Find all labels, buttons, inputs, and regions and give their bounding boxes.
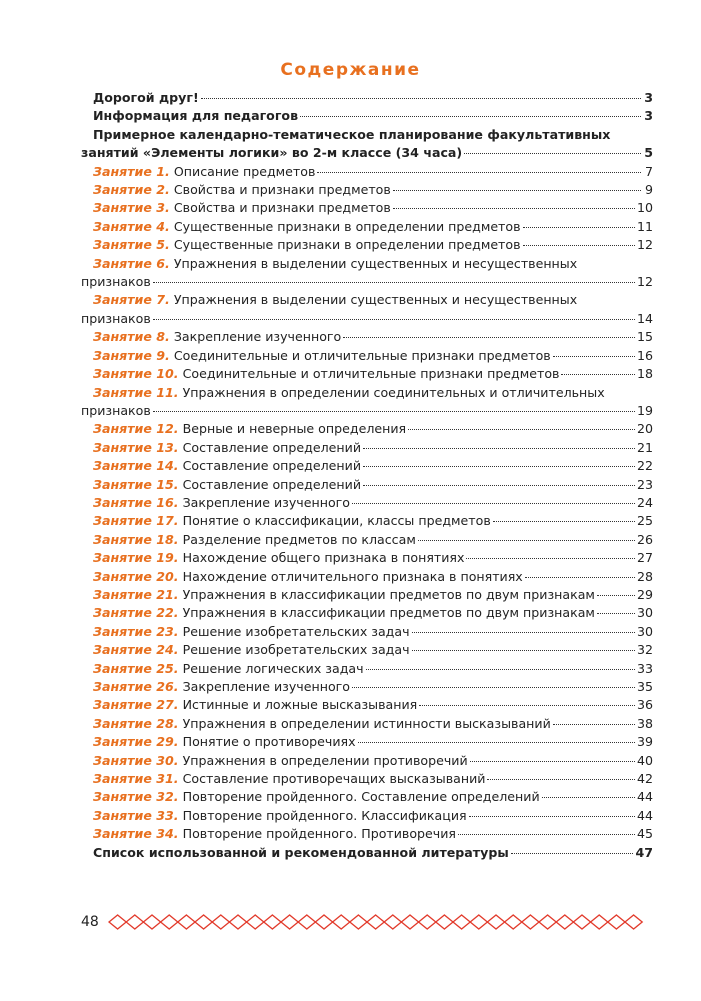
dot-leader: [561, 374, 634, 375]
ornament-diamond: [126, 915, 143, 929]
ornament-diamond: [608, 915, 625, 929]
toc-page-number: 35: [636, 679, 653, 694]
ornament-diamond: [109, 915, 126, 929]
toc-entry-title: признаков: [81, 274, 151, 290]
toc-entry: [81, 678, 653, 696]
ornament-diamond: [229, 915, 246, 929]
lesson-number: Занятие 34.: [93, 826, 179, 842]
dot-leader: [523, 227, 635, 228]
ornament-diamond: [401, 915, 418, 929]
toc-page-number: 18: [636, 366, 653, 382]
dot-leader: [408, 429, 635, 430]
lesson-number: Занятие 24.: [93, 642, 179, 658]
toc-entry: [81, 273, 653, 291]
ornament-diamond: [178, 915, 195, 929]
toc-page-number: 10: [636, 200, 653, 216]
ornament-diamond: [487, 915, 504, 929]
dot-leader: [352, 687, 635, 688]
toc-entry-title: признаков: [81, 310, 151, 326]
dot-leader: [597, 595, 635, 596]
toc-entry-title: Нахождение общего признака в понятиях: [182, 550, 465, 566]
toc-page-number: 7: [644, 163, 653, 179]
lesson-number: Занятие 6.: [93, 255, 170, 271]
toc-page-number: 26: [636, 531, 653, 547]
lesson-number: Занятие 21.: [93, 586, 179, 602]
ornament-diamond: [539, 915, 556, 929]
lesson-number: Занятие 26.: [93, 679, 179, 694]
toc-page-number: 30: [636, 605, 653, 621]
dot-leader: [412, 650, 635, 651]
toc-entry: [81, 163, 653, 181]
toc-page-number: 16: [636, 347, 653, 363]
toc-entry-title: Повторение пройденного. Противоречия: [182, 826, 456, 842]
toc-entry-title: Существенные признаки в определении предметов: [173, 237, 521, 253]
toc-entry-title: занятий «Элементы логики» во 2-м классе (34 часа): [81, 145, 463, 161]
ornament-diamond: [160, 915, 177, 929]
toc-entry-title: Упражнения в классификации предметов по двум признакам: [182, 605, 595, 621]
dot-leader: [493, 521, 635, 522]
toc-page-number: 45: [636, 826, 653, 842]
dot-leader: [458, 834, 635, 835]
table-of-contents: [81, 89, 653, 862]
toc-entry-title: Дорогой друг!: [93, 90, 199, 105]
ornament-diamond: [332, 915, 349, 929]
lesson-number: Занятие 7.: [93, 292, 170, 308]
dot-leader: [201, 98, 641, 99]
lesson-number: Занятие 4.: [93, 218, 170, 234]
lesson-number: Занятие 20.: [93, 568, 179, 584]
toc-entry: [81, 476, 653, 494]
toc-entry-title: Повторение пройденного. Классификация: [182, 807, 467, 823]
toc-entry-title: Решение изобретательских задач: [182, 642, 410, 658]
dot-leader: [153, 319, 635, 320]
toc-entry-title: Список использованной и рекомендованной литературы: [93, 844, 509, 860]
toc-entry-title: признаков: [81, 402, 151, 418]
toc-entry: [81, 586, 653, 604]
toc-page-number: 11: [636, 218, 653, 234]
ornament-diamond: [246, 915, 263, 929]
ornament-diamond: [522, 915, 539, 929]
lesson-number: Занятие 14.: [93, 458, 179, 474]
ornament-diamond: [625, 915, 642, 929]
ornament-diamond: [418, 915, 435, 929]
dot-leader: [393, 190, 641, 191]
lesson-number: Занятие 5.: [93, 237, 170, 253]
toc-entry-title: Истинные и ложные высказывания: [182, 697, 418, 713]
toc-entry-title: Закрепление изученного: [173, 329, 342, 345]
toc-page-number: 19: [636, 402, 653, 418]
toc-entry-title: Описание предметов: [173, 163, 316, 179]
ornament-diamond: [504, 915, 521, 929]
toc-entry: [81, 347, 653, 365]
dot-leader: [363, 485, 635, 486]
toc-entry: [81, 660, 653, 678]
dot-leader: [363, 448, 635, 449]
toc-entry-line: [81, 126, 653, 144]
lesson-number: Занятие 3.: [93, 200, 170, 216]
dot-leader: [470, 761, 635, 762]
toc-entry: [81, 825, 653, 843]
dot-leader: [412, 632, 635, 633]
dot-leader: [393, 208, 635, 209]
toc-page-number: 3: [644, 108, 653, 124]
toc-entry: [81, 310, 653, 328]
dot-leader: [300, 116, 641, 117]
dot-leader: [525, 577, 635, 578]
toc-page-number: 42: [636, 771, 653, 787]
page-title: Содержание: [280, 60, 421, 80]
ornament-diamond: [384, 915, 401, 929]
toc-entry-title: Закрепление изученного: [182, 679, 350, 694]
toc-page-number: 14: [636, 310, 653, 326]
toc-entry-title: Решение логических задач: [182, 660, 364, 676]
lesson-number: Занятие 29.: [93, 734, 179, 750]
toc-page-number: 44: [636, 789, 653, 805]
toc-entry-title: Упражнения в определении истинности высказываний: [182, 715, 551, 731]
toc-entry-line: [81, 255, 653, 273]
toc-page-number: 38: [636, 715, 653, 731]
toc-page-number: 20: [636, 421, 653, 437]
toc-entry: [81, 236, 653, 254]
toc-page-number: 21: [636, 439, 653, 455]
toc-page-number: 3: [644, 90, 653, 105]
toc-page-number: 12: [636, 237, 653, 253]
toc-entry-title: Составление определений: [182, 458, 362, 474]
toc-entry: [81, 641, 653, 659]
dot-leader: [511, 853, 634, 854]
lesson-number: Занятие 19.: [93, 550, 179, 566]
toc-entry-title: Нахождение отличительного признака в понятиях: [182, 568, 523, 584]
toc-entry-title: Верные и неверные определения: [182, 421, 407, 437]
toc-page-number: 27: [636, 550, 653, 566]
toc-page-number: 40: [636, 752, 653, 768]
decorative-ornament: [107, 913, 647, 931]
ornament-diamond: [195, 915, 212, 929]
toc-page-number: 12: [636, 274, 653, 290]
dot-leader: [419, 705, 635, 706]
lesson-number: Занятие 32.: [93, 789, 179, 805]
toc-entry: [81, 696, 653, 714]
toc-entry-title: Существенные признаки в определении предметов: [173, 218, 521, 234]
toc-entry: [81, 568, 653, 586]
lesson-number: Занятие 9.: [93, 347, 170, 363]
toc-entry: [81, 199, 653, 217]
toc-entry-title: Решение изобретательских задач: [182, 623, 410, 639]
lesson-number: Занятие 31.: [93, 771, 179, 787]
toc-entry-title: Соединительные и отличительные признаки предметов: [173, 347, 551, 363]
page-footer: [81, 910, 653, 934]
toc-entry: [81, 733, 653, 751]
dot-leader: [418, 540, 635, 541]
dot-leader: [487, 779, 635, 780]
toc-page-number: 23: [636, 476, 653, 492]
lesson-number: Занятие 15.: [93, 476, 179, 492]
toc-entry-title: Упражнения в определении противоречий: [182, 752, 468, 768]
toc-entry: [81, 107, 653, 125]
toc-entry-title: Упражнения в выделении существенных и несущественных: [173, 292, 578, 308]
toc-entry-title: Соединительные и отличительные признаки предметов: [182, 366, 560, 382]
toc-entry: [81, 531, 653, 549]
ornament-diamond: [315, 915, 332, 929]
toc-page-number: 39: [636, 734, 653, 750]
ornament-diamond: [143, 915, 160, 929]
dot-leader: [542, 797, 635, 798]
ornament-diamond: [350, 915, 367, 929]
page-number: 48: [81, 914, 99, 930]
ornament-diamond: [436, 915, 453, 929]
toc-entry-title: Упражнения в определении соединительных и отличительных: [182, 384, 605, 400]
toc-entry-title: Примерное календарно-тематическое планирование факультативных: [93, 126, 611, 142]
toc-page-number: 24: [636, 494, 653, 510]
toc-entry-title: Составление определений: [182, 476, 362, 492]
toc-entry-title: Информация для педагогов: [93, 108, 299, 124]
toc-entry-title: Упражнения в классификации предметов по двум признакам: [182, 586, 595, 602]
toc-page-number: 9: [644, 182, 653, 198]
toc-entry: [81, 549, 653, 567]
lesson-number: Занятие 25.: [93, 660, 179, 676]
lesson-number: Занятие 23.: [93, 623, 179, 639]
toc-entry-title: Закрепление изученного: [182, 494, 350, 510]
toc-entry-title: Составление определений: [182, 439, 362, 455]
toc-entry: [81, 89, 653, 107]
ornament-diamond: [556, 915, 573, 929]
toc-entry: [81, 494, 653, 512]
ornament-diamond: [453, 915, 470, 929]
lesson-number: Занятие 27.: [93, 697, 179, 713]
ornament-diamond: [367, 915, 384, 929]
toc-entry: [81, 623, 653, 641]
dot-leader: [153, 411, 635, 412]
toc-page-number: 5: [644, 145, 653, 161]
toc-entry: [81, 181, 653, 199]
ornament-diamond: [212, 915, 229, 929]
toc-entry-title: Разделение предметов по классам: [182, 531, 416, 547]
toc-entry-line: [81, 384, 653, 402]
dot-leader: [553, 724, 635, 725]
toc-page-number: 44: [636, 807, 653, 823]
lesson-number: Занятие 2.: [93, 182, 170, 198]
toc-entry-title: Свойства и признаки предметов: [173, 182, 391, 198]
dot-leader: [343, 337, 635, 338]
toc-entry-title: Составление противоречащих высказываний: [182, 771, 486, 787]
lesson-number: Занятие 22.: [93, 605, 179, 621]
ornament-diamond: [470, 915, 487, 929]
dot-leader: [469, 816, 635, 817]
toc-page-number: 36: [636, 697, 653, 713]
toc-page-number: 29: [636, 586, 653, 602]
toc-page-number: 15: [636, 329, 653, 345]
toc-entry: [81, 439, 653, 457]
lesson-number: Занятие 30.: [93, 752, 179, 768]
dot-leader: [366, 669, 635, 670]
toc-entry: [81, 402, 653, 420]
lesson-number: Занятие 10.: [93, 366, 179, 382]
toc-entry-title: Свойства и признаки предметов: [173, 200, 391, 216]
toc-entry-line: [81, 291, 653, 309]
lesson-number: Занятие 8.: [93, 329, 170, 345]
lesson-number: Занятие 1.: [93, 163, 170, 179]
lesson-number: Занятие 11.: [93, 384, 179, 400]
toc-page-number: 30: [636, 623, 653, 639]
toc-page-number: 25: [636, 513, 653, 529]
toc-entry: [81, 420, 653, 438]
dot-leader: [597, 613, 635, 614]
ornament-diamond: [298, 915, 315, 929]
toc-entry: [81, 512, 653, 530]
lesson-number: Занятие 17.: [93, 513, 179, 529]
lesson-number: Занятие 13.: [93, 439, 179, 455]
dot-leader: [466, 558, 635, 559]
toc-entry: [81, 844, 653, 862]
toc-page-number: 28: [636, 568, 653, 584]
toc-entry: [81, 144, 653, 162]
dot-leader: [464, 153, 641, 154]
ornament-diamond: [264, 915, 281, 929]
toc-entry: [81, 365, 653, 383]
toc-page-number: 22: [636, 458, 653, 474]
lesson-number: Занятие 12.: [93, 421, 179, 437]
toc-entry: [81, 807, 653, 825]
lesson-number: Занятие 18.: [93, 531, 179, 547]
toc-entry: [81, 328, 653, 346]
toc-entry-title: Понятие о классификации, классы предметов: [182, 513, 491, 529]
toc-entry: [81, 604, 653, 622]
lesson-number: Занятие 33.: [93, 807, 179, 823]
toc-entry: [81, 715, 653, 733]
toc-entry: [81, 457, 653, 475]
dot-leader: [153, 282, 635, 283]
toc-entry: [81, 752, 653, 770]
toc-entry: [81, 788, 653, 806]
dot-leader: [553, 356, 635, 357]
lesson-number: Занятие 28.: [93, 715, 179, 731]
lesson-number: Занятие 16.: [93, 494, 179, 510]
toc-entry-title: Повторение пройденного. Составление определений: [182, 789, 540, 805]
toc-entry-title: Понятие о противоречиях: [182, 734, 356, 750]
dot-leader: [358, 742, 635, 743]
toc-page-number: 32: [636, 642, 653, 658]
dot-leader: [523, 245, 635, 246]
toc-page-number: 33: [636, 660, 653, 676]
toc-entry-title: Упражнения в выделении существенных и несущественных: [173, 255, 578, 271]
ornament-diamond: [573, 915, 590, 929]
toc-page-number: 47: [635, 844, 653, 860]
ornament-diamond: [590, 915, 607, 929]
dot-leader: [363, 466, 635, 467]
dot-leader: [352, 503, 635, 504]
toc-entry: [81, 218, 653, 236]
ornament-diamond: [281, 915, 298, 929]
dot-leader: [317, 172, 641, 173]
toc-entry: [81, 770, 653, 788]
